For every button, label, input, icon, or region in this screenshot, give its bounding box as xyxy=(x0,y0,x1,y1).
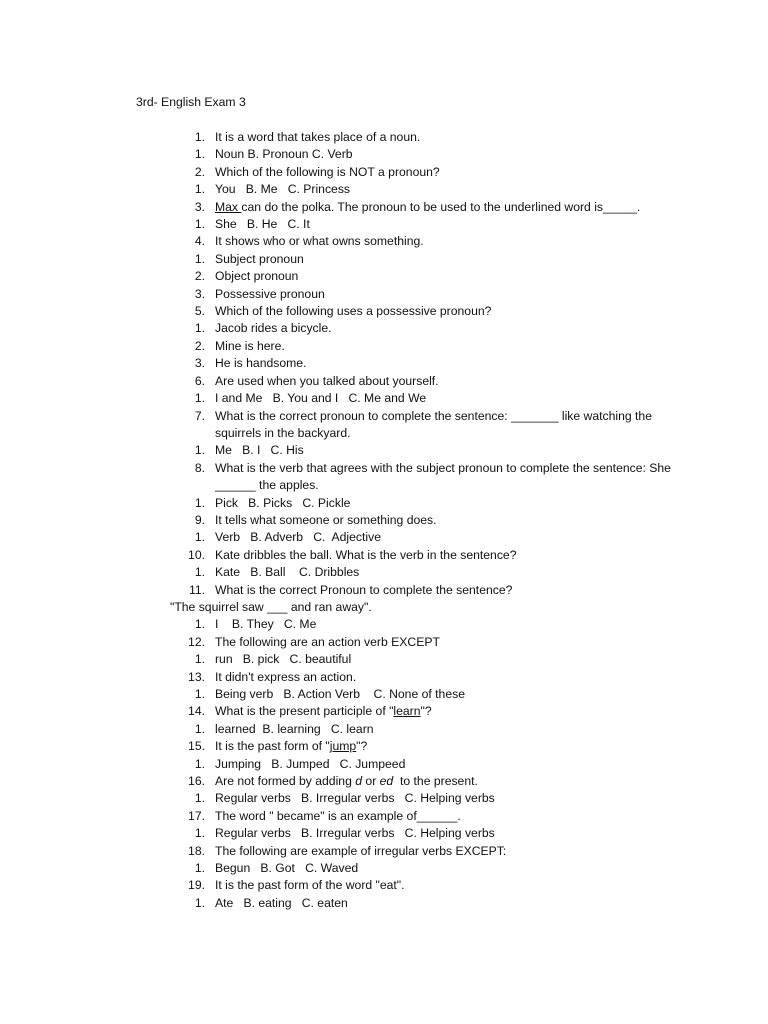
list-item xyxy=(0,199,768,216)
list-item xyxy=(0,564,768,581)
list-item xyxy=(0,251,768,268)
list-text xyxy=(215,320,685,337)
list-text xyxy=(215,338,685,355)
list-item xyxy=(0,721,768,738)
list-item xyxy=(0,634,768,651)
exam-title: 3rd- English Exam 3 xyxy=(136,95,246,109)
list-text xyxy=(215,251,685,268)
list-number: 3. xyxy=(194,286,205,301)
text-run: The word " became" is an example of______. xyxy=(215,808,461,823)
list-text xyxy=(215,877,685,894)
list-text xyxy=(215,564,685,581)
list-text xyxy=(215,669,685,686)
text-run: "The squirrel saw ___ and ran away". xyxy=(170,599,372,614)
list-item xyxy=(0,355,768,372)
list-number: 18. xyxy=(188,843,205,858)
list-item xyxy=(0,860,768,877)
list-text xyxy=(215,181,685,198)
list-number: 1. xyxy=(194,182,205,197)
list-number: 10. xyxy=(188,547,205,562)
list-text xyxy=(215,773,685,790)
text-run: Noun B. Pronoun C. Verb xyxy=(215,147,353,162)
text-run: Possessive pronoun xyxy=(215,286,325,301)
list-item xyxy=(0,216,768,233)
list-text xyxy=(215,686,685,703)
text-run: Jumping B. Jumped C. Jumpeed xyxy=(215,756,406,771)
list-item xyxy=(0,703,768,720)
list-number: 2. xyxy=(194,338,205,353)
list-number: 2. xyxy=(194,164,205,179)
underlined-text: learn xyxy=(393,704,421,719)
list-item xyxy=(0,408,768,443)
list-number: 1. xyxy=(194,495,205,510)
list-item xyxy=(0,825,768,842)
text-run: Which of the following uses a possessive pronoun? xyxy=(215,304,492,319)
text-run: Ate B. eating C. eaten xyxy=(215,895,348,910)
text-run: or xyxy=(362,774,380,789)
list-item xyxy=(0,582,768,599)
list-item xyxy=(0,442,768,459)
list-number: 1. xyxy=(194,721,205,736)
list-item xyxy=(0,616,768,633)
list-text xyxy=(215,843,685,860)
list-text xyxy=(215,303,685,320)
text-run: It is a word that takes place of a noun. xyxy=(215,130,421,144)
list-item xyxy=(0,877,768,894)
list-number: 11. xyxy=(188,582,205,597)
list-number: 17. xyxy=(188,808,205,823)
text-run: What is the present participle of " xyxy=(215,704,394,719)
list-item xyxy=(0,390,768,407)
list-item xyxy=(0,164,768,181)
list-text xyxy=(215,721,685,738)
list-text xyxy=(215,895,685,912)
list-number: 6. xyxy=(194,373,205,388)
text-run: He is handsome. xyxy=(215,356,307,371)
text-run: I B. They C. Me xyxy=(215,617,317,632)
list-item xyxy=(0,738,768,755)
italic-text: ed xyxy=(379,774,394,789)
list-item xyxy=(0,268,768,285)
list-number: 1. xyxy=(194,217,205,232)
list-text xyxy=(215,651,685,668)
text-run: Jacob rides a bicycle. xyxy=(215,321,332,336)
list-number: 1. xyxy=(194,530,205,545)
text-run: The following are example of irregular verbs EXCEPT: xyxy=(215,843,507,858)
list-item xyxy=(0,669,768,686)
text-run: Pick B. Picks C. Pickle xyxy=(215,495,351,510)
list-text xyxy=(215,547,685,564)
text-run: It is the past form of the word "eat". xyxy=(215,878,405,893)
text-run: "? xyxy=(356,739,368,754)
list-item xyxy=(0,790,768,807)
list-item xyxy=(0,233,768,250)
text-run: Regular verbs B. Irregular verbs C. Helping verbs xyxy=(215,791,495,806)
text-run: I and Me B. You and I C. Me and We xyxy=(215,391,427,406)
list-text xyxy=(215,825,685,842)
text-run: Begun B. Got C. Waved xyxy=(215,861,359,876)
list-number: 9. xyxy=(194,512,205,527)
question-list xyxy=(0,129,768,912)
text-run: Kate B. Ball C. Dribbles xyxy=(215,565,360,580)
list-text xyxy=(215,860,685,877)
list-number: 1. xyxy=(194,321,205,336)
text-run: can do the polka. The pronoun to be used to the underlined word is_____. xyxy=(241,199,641,214)
text-run: run B. pick C. beautiful xyxy=(215,652,352,667)
text-run: Me B. I C. His xyxy=(215,443,304,458)
text-run: Are not formed by adding xyxy=(215,774,356,789)
list-number: 15. xyxy=(188,739,205,754)
list-text xyxy=(215,286,685,303)
list-text xyxy=(215,582,685,599)
list-item xyxy=(0,286,768,303)
list-item xyxy=(0,181,768,198)
list-text xyxy=(215,703,685,720)
list-text xyxy=(215,268,685,285)
list-number: 3. xyxy=(194,356,205,371)
list-item xyxy=(0,756,768,773)
list-number: 1. xyxy=(194,756,205,771)
list-item xyxy=(0,146,768,163)
list-text xyxy=(215,199,685,216)
list-number: 1. xyxy=(194,791,205,806)
list-item xyxy=(0,547,768,564)
list-item xyxy=(0,303,768,320)
list-text xyxy=(215,233,685,250)
list-number: 1. xyxy=(194,147,205,162)
list-number: 4. xyxy=(194,234,205,249)
text-run: The following are an action verb EXCEPT xyxy=(215,634,440,649)
text-run: Which of the following is NOT a pronoun? xyxy=(215,164,440,179)
text-run: Mine is here. xyxy=(215,338,285,353)
list-item xyxy=(0,843,768,860)
list-text xyxy=(215,512,685,529)
list-number: 1. xyxy=(194,895,205,910)
list-number: 14. xyxy=(188,704,205,719)
list-item xyxy=(0,529,768,546)
list-text xyxy=(215,216,685,233)
list-text xyxy=(215,738,685,755)
list-item xyxy=(0,512,768,529)
text-run: Verb B. Adverb C. Adjective xyxy=(215,530,381,545)
list-text xyxy=(215,442,685,459)
question-continuation xyxy=(0,599,768,616)
list-number: 1. xyxy=(194,861,205,876)
text-run: It shows who or what owns something. xyxy=(215,234,424,249)
text-run: Regular verbs B. Irregular verbs C. Helping verbs xyxy=(215,826,495,841)
list-item xyxy=(0,460,768,495)
list-text xyxy=(215,390,685,407)
list-text xyxy=(215,408,685,443)
text-run: She B. He C. It xyxy=(215,217,310,232)
text-run: It tells what someone or something does. xyxy=(215,512,437,527)
list-text xyxy=(215,460,685,495)
text-run: What is the correct pronoun to complete the sentence: _______ like watching the squirrels in the backyard. xyxy=(215,408,656,440)
text-run: "? xyxy=(420,704,432,719)
list-item xyxy=(0,338,768,355)
text-run: It didn't express an action. xyxy=(215,669,357,684)
list-number: 2. xyxy=(194,269,205,284)
list-number: 12. xyxy=(188,634,205,649)
list-number: 1. xyxy=(194,391,205,406)
list-text xyxy=(215,756,685,773)
list-number: 13. xyxy=(188,669,205,684)
list-number: 1. xyxy=(194,565,205,580)
list-text xyxy=(215,146,685,163)
list-number: 19. xyxy=(188,878,205,893)
list-item xyxy=(0,373,768,390)
italic-text: d xyxy=(355,774,363,789)
list-number: 1. xyxy=(194,617,205,632)
list-number: 5. xyxy=(194,304,205,319)
list-item xyxy=(0,320,768,337)
list-item xyxy=(0,495,768,512)
list-text xyxy=(215,373,685,390)
list-text xyxy=(215,790,685,807)
list-number: 8. xyxy=(194,460,205,475)
text-run: Kate dribbles the ball. What is the verb in the sentence? xyxy=(215,547,517,562)
list-text xyxy=(215,355,685,372)
list-number: 1. xyxy=(194,130,205,144)
text-run: It is the past form of " xyxy=(215,739,330,754)
list-text xyxy=(215,164,685,181)
list-text xyxy=(215,634,685,651)
list-item xyxy=(0,773,768,790)
list-number: 1. xyxy=(194,826,205,841)
text-run: You B. Me C. Princess xyxy=(215,182,351,197)
text-run: Being verb B. Action Verb C. None of these xyxy=(215,687,465,701)
text-run: Are used when you talked about yourself. xyxy=(215,373,439,388)
list-text xyxy=(215,529,685,546)
list-item xyxy=(0,651,768,668)
list-item xyxy=(0,129,768,146)
list-item xyxy=(0,686,768,703)
underlined-text: Max xyxy=(215,199,242,214)
underlined-text: jump xyxy=(329,739,357,754)
list-item xyxy=(0,808,768,825)
list-text xyxy=(215,495,685,512)
list-text xyxy=(215,129,685,146)
list-number: 3. xyxy=(194,199,205,214)
list-number: 16. xyxy=(188,774,205,789)
list-text xyxy=(215,616,685,633)
list-number: 1. xyxy=(194,251,205,266)
text-run: What is the correct Pronoun to complete the sentence? xyxy=(215,582,513,597)
list-item xyxy=(0,895,768,912)
text-run: learned B. learning C. learn xyxy=(215,721,374,736)
list-number: 1. xyxy=(194,443,205,458)
list-number: 1. xyxy=(194,652,205,667)
text-run: Subject pronoun xyxy=(215,251,304,266)
text-run: to the present. xyxy=(393,774,478,789)
list-text xyxy=(170,599,690,616)
text-run: What is the verb that agrees with the subject pronoun to complete the sentence: She ______ the apples. xyxy=(215,460,675,493)
list-number: 7. xyxy=(194,408,205,423)
list-number: 1. xyxy=(194,687,205,701)
text-run: Object pronoun xyxy=(215,269,299,284)
list-text xyxy=(215,808,685,825)
